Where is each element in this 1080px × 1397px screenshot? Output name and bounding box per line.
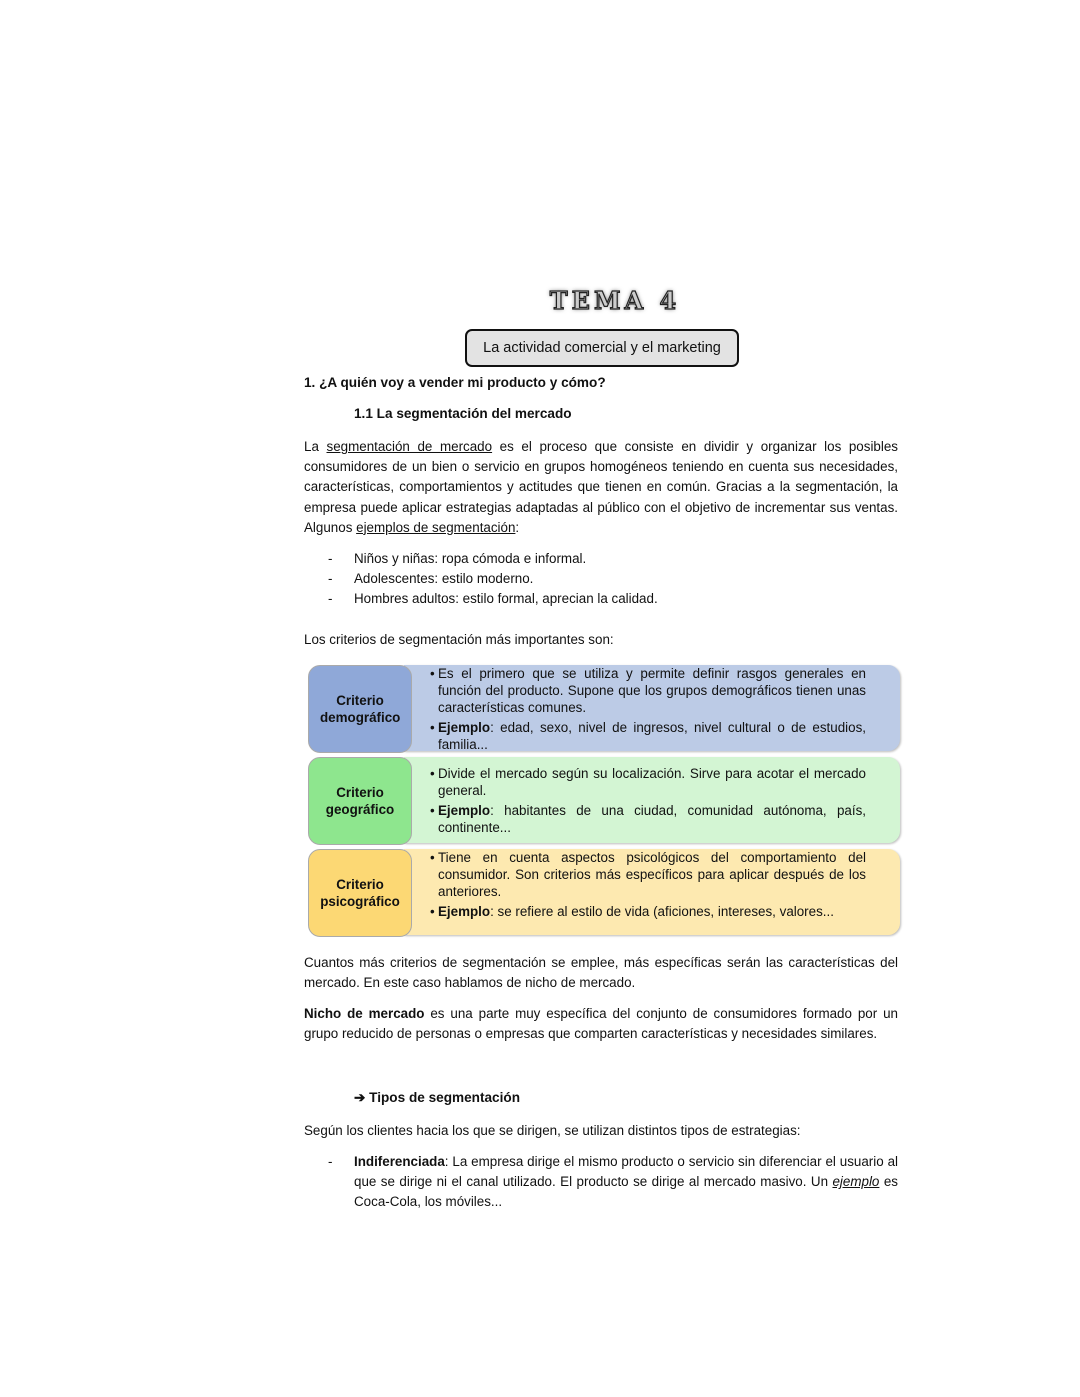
criterion-example <box>438 719 866 753</box>
bold-term: Ejemplo <box>438 720 491 735</box>
subsection-heading: 1.1 La segmentación del mercado <box>354 406 572 421</box>
criteria-intro: Los criterios de segmentación más importantes son: <box>304 632 614 647</box>
paragraph: Cuantos más criterios de segmentación se emplee, más específicas serán las características del mercado. En este caso hablamos de nicho de mercado. <box>304 955 898 991</box>
bold-term: Nicho de mercado <box>304 1006 425 1021</box>
text: : La empresa dirige el mismo producto o servicio sin diferenciar el usuario al que se dirige ni el canal utilizado. El producto se dirige al mercado masivo. Un <box>354 1154 898 1189</box>
criterion-label-text: Criterio demográfico <box>320 693 401 725</box>
criterion-label <box>308 665 412 753</box>
criterion-row <box>308 849 902 937</box>
criterion-label-text: Criterio psicográfico <box>320 877 400 909</box>
criterion-row <box>308 665 902 753</box>
chapter-subtitle: La actividad comercial y el marketing <box>465 329 739 367</box>
criterion-body <box>404 757 900 843</box>
underlined-term: segmentación de mercado <box>326 439 493 454</box>
section-heading: 1. ¿A quién voy a vender mi producto y cómo? <box>304 375 606 390</box>
list-text: Niños y niñas: ropa cómoda e informal. <box>354 551 587 566</box>
text: : edad, sexo, nivel de ingresos, nivel cultural o de estudios, familia... <box>438 720 866 752</box>
criterion-description <box>438 765 866 799</box>
criterion-body <box>404 849 900 935</box>
text: : se refiere al estilo de vida (aficiones, intereses, valores... <box>490 904 834 919</box>
criterion-example <box>438 903 866 920</box>
text: : <box>515 519 520 535</box>
underlined-term: ejemplo <box>832 1174 880 1189</box>
text: Divide el mercado según su localización. Sirve para acotar el mercado general. <box>438 766 866 798</box>
list-text: Adolescentes: estilo moderno. <box>354 571 534 586</box>
criterion-row <box>308 757 902 845</box>
text: es Coca-Cola, los móviles... <box>354 1174 898 1209</box>
text: La <box>304 439 327 454</box>
criterion-label <box>308 849 412 937</box>
list-text: Hombres adultos: estilo formal, aprecian la calidad. <box>354 591 658 606</box>
criterion-description <box>438 849 866 900</box>
criterion-description <box>438 665 866 716</box>
criterion-label-text: Criterio geográfico <box>325 785 395 817</box>
document-page: TEMA 4 La actividad comercial y el marketing 1. ¿A quién voy a vender mi producto y cómo? 1.1 La segmentación del mercado La segmentación de mercado es el proceso que consiste en dividir y organizar los posibles consumidores de un bien o servicio en grupos homogéneos teniendo en cuenta sus necesidades, características, comportamientos y actitudes que tienen en común. Gracias a la segmentación, la empresa puede aplicar estrategias adaptadas al público con el objetivo de incrementar sus ventas. Algunos ejemplos de segmentación: - Niños y niñas: ropa cómoda e informal. - Adolescentes: estilo moderno. - Hombres adultos: estilo formal, aprecian la calidad. Los criterios de segmentación más importantes son: Criterio demográfico • Es el primero que se utiliza y permite definir rasgos generales en función del producto. Supone que los grupos demográficos tienen unas características comunes. • Ejemplo: edad, sexo, nivel de ingresos, nivel cultural o de estudios, familia... Criterio geográfico • Divide el mercado según su localización. Sirve para acotar el mercado general. • Ejemplo: habitantes de una ciudad, comunidad autónoma, país, continente... Criterio psicográfico • Tiene en cuenta aspectos psicológicos del comportamiento del consumidor. Son criterios más específicos para aplicar después de los anteriores. • Ejemplo: se refiere al estilo de vida (aficiones, intereses, valores... Cuantos más criterios de segmentación se emplee, más específicas serán las características del mercado. En este caso hablamos de nicho de mercado. Nicho de mercado es una parte muy específica del conjunto de consumidores formado por un grupo reducido de personas o empresas que comparten características y necesidades similares. ➔ Tipos de segmentación Según los clientes hacia los que se dirigen, se utilizan distintos tipos de estrategias: - Indiferenciada: La empresa dirige el mismo producto o servicio sin diferenciar el usuario al que se dirige ni el canal utilizado. El producto se dirige al mercado masivo. Un ejemplo es Coca-Cola, los móviles... <box>0 0 1080 1397</box>
text: Tiene en cuenta aspectos psicológicos del comportamiento del consumidor. Son criterios más específicos para aplicar después de los anteriores. <box>438 850 866 899</box>
text: : habitantes de una ciudad, comunidad autónoma, país, continente... <box>438 803 866 835</box>
types-heading: ➔ Tipos de segmentación <box>354 1090 520 1105</box>
bold-term: Ejemplo <box>438 904 491 919</box>
chapter-title: TEMA 4 <box>549 286 681 315</box>
text: Es el primero que se utiliza y permite definir rasgos generales en función del producto. Supone que los grupos demográficos tienen unas características comunes. <box>438 666 866 715</box>
bold-term: Ejemplo <box>438 803 491 818</box>
text: es el proceso que consiste en dividir y organizar los posibles consumidores de un bien o servicio en grupos homogéneos teniendo en cuenta sus necesidades, características, comportamientos y actitudes que tienen en común. Gracias a la segmentación, la empresa puede aplicar estrategias adaptadas al público con el objetivo de incrementar sus ventas. Algunos <box>304 439 898 535</box>
underlined-term: ejemplos de segmentación <box>356 519 516 535</box>
niche-paragraph <box>304 1004 898 1044</box>
list-text <box>354 1152 898 1212</box>
criterion-label <box>308 757 412 845</box>
bold-term: Indiferenciada <box>354 1154 445 1169</box>
text: es una parte muy específica del conjunto de consumidores formado por un grupo reducido de personas o empresas que comparten características y necesidades similares. <box>304 1006 898 1042</box>
intro-paragraph <box>304 437 898 538</box>
list-item: - Indiferenciada: La empresa dirige el mismo producto o servicio sin diferenciar el usuario al que se dirige ni el canal utilizado. El producto se dirige al mercado masivo. Un ejemplo es Coca-Cola, los móviles... <box>304 1152 898 1212</box>
types-intro: Según los clientes hacia los que se dirigen, se utilizan distintos tipos de estrategias: <box>304 1123 801 1138</box>
criterion-body <box>404 665 900 751</box>
criterion-example <box>438 802 866 836</box>
